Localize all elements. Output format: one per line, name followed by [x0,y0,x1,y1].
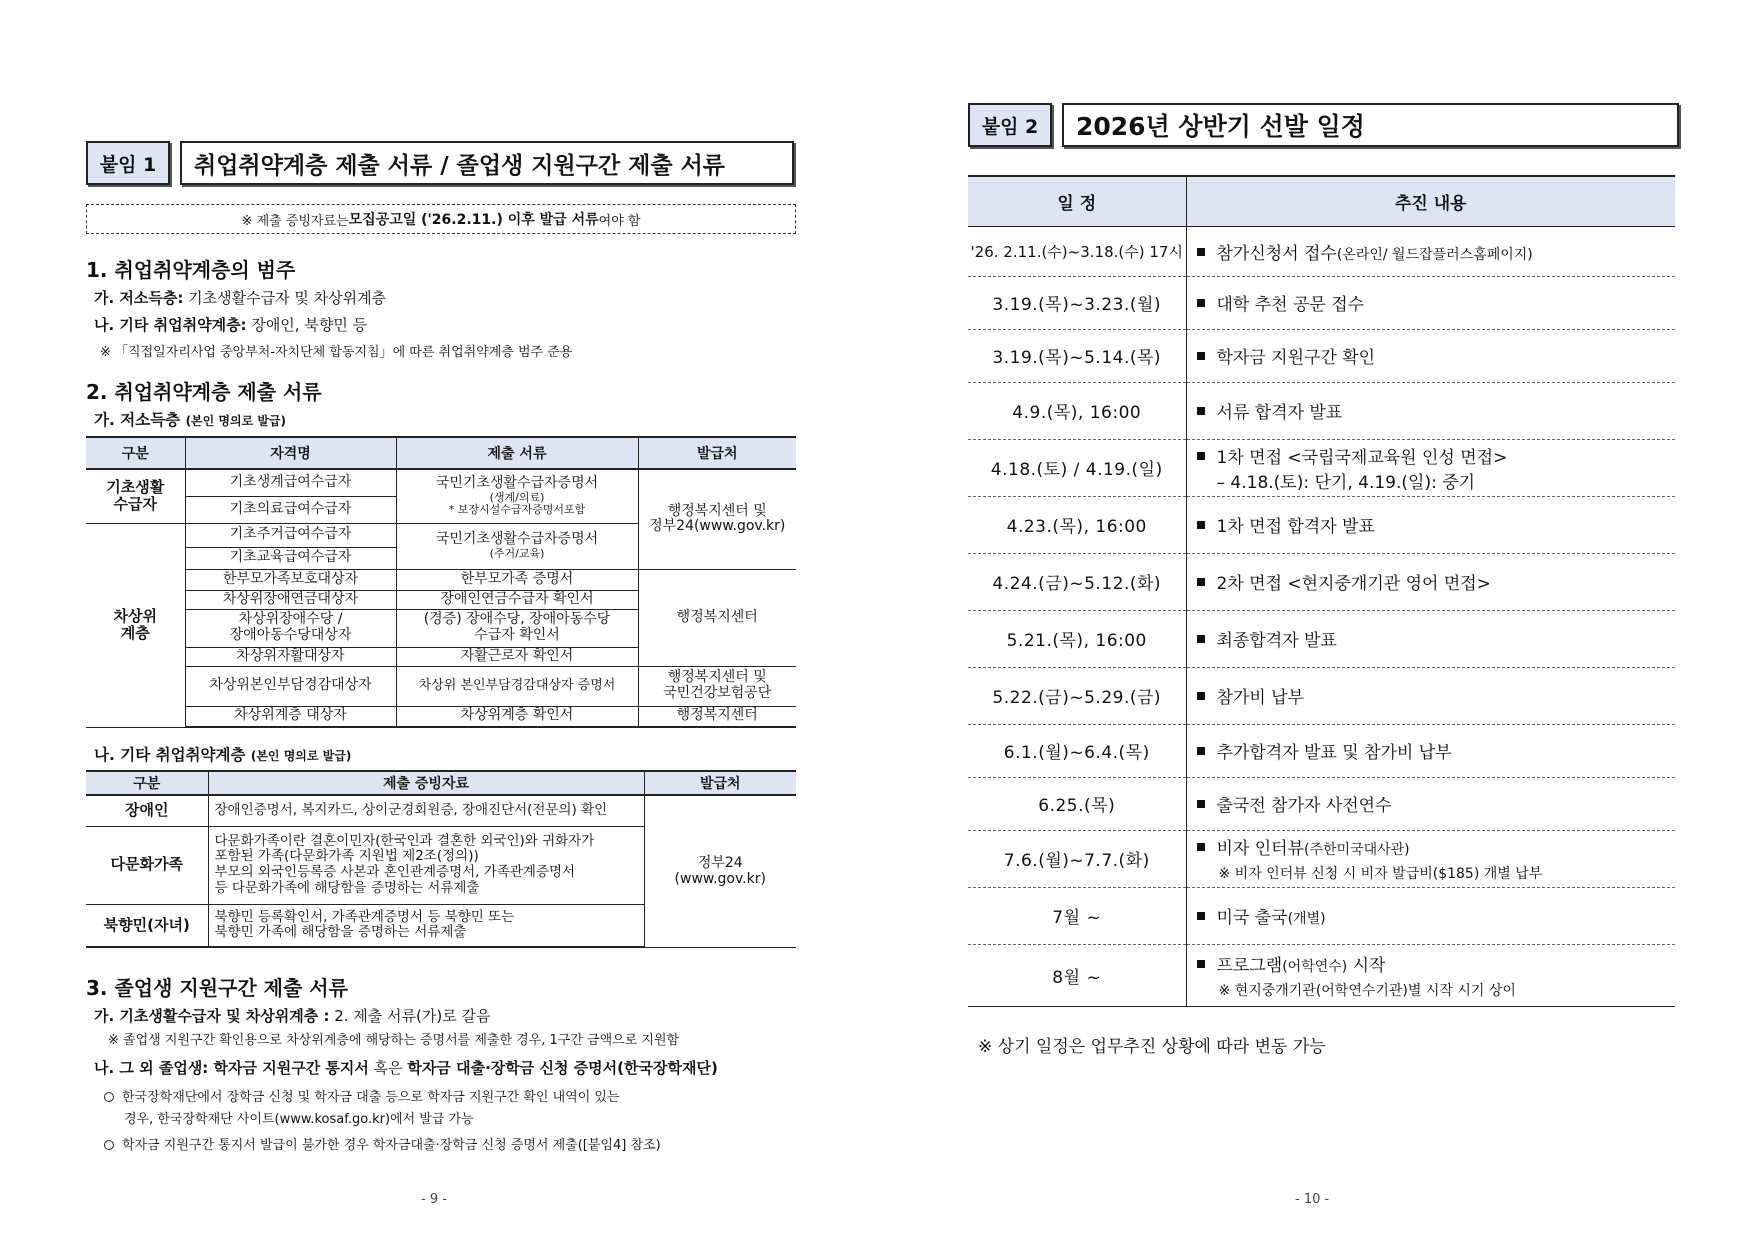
content-small-text: (어학연수) [1282,958,1348,975]
schedule-row [968,887,1675,944]
sec1-note: ※ 「직접일자리사업 중앙부처-자치단체 합동지침」에 따른 취업취약계층 범주 준용 [100,345,573,360]
sec3-bullet-1 [104,1086,620,1105]
square-bullet-icon [1197,248,1205,256]
other-vulnerable-table [86,770,796,948]
sec1-title: 1. 취업취약계층의 범주 [86,258,296,282]
notice-box [86,204,796,234]
schedule-date: 5.22.(금)~5.29.(금) [968,667,1186,724]
schedule-date: 4.24.(금)~5.12.(화) [968,553,1186,610]
content-line [1197,343,1666,368]
col-header: 발급처 [644,771,796,795]
schedule-row [968,496,1675,553]
schedule-row [968,226,1675,276]
content-line [1197,951,1666,976]
content-text: 2차 면접 <현지중개기관 영어 면접> [1216,574,1491,594]
category-cell: 북향민(자녀) [86,904,208,947]
schedule-content [1186,553,1675,610]
schedule-content [1186,667,1675,724]
notice-suffix: 여야 함 [598,213,641,229]
sec1-a-text: 기초생활수급자 및 차상위계층 [183,289,387,307]
content-sub-line: – 4.18.(토): 단기, 4.19.(일): 중기 [1216,472,1476,493]
content-line [1197,626,1666,651]
circle-bullet-icon [104,1140,114,1150]
schedule-date: 6.1.(월)~6.4.(목) [968,724,1186,777]
schedule-content [1186,329,1675,382]
qual-cell: 차상위장애수당 / 장애아동수당대상자 [185,609,396,647]
page-number: - 9 - [421,1192,447,1207]
doc-cell [396,469,638,523]
sec3-a-label: 가. 기초생활수급자 및 차상위계층 : [94,1007,330,1025]
schedule-row [968,382,1675,439]
doc-cell: 장애인연금수급자 확인서 [396,590,638,609]
table-row [86,569,796,590]
qual-cell: 차상위본인부담경감대상자 [185,666,396,706]
schedule-row [968,777,1675,830]
annex1-header [86,141,794,185]
annex1-title: 취업취약계층 제출 서류 / 졸업생 지원구간 제출 서류 [180,141,794,185]
content-line [1197,834,1666,859]
notice-prefix: ※ 제출 증빙자료는 [241,213,349,229]
schedule-row [968,724,1675,777]
table-row [86,469,796,496]
content-line [1197,683,1666,708]
annex2-header [968,103,1679,147]
sec1-item-b [94,314,367,335]
qual-cell: 한부모가족보호대상자 [185,569,396,590]
content-text: 학자금 지원구간 확인 [1216,348,1376,368]
schedule-content [1186,777,1675,830]
content-text: 참가비 납부 [1216,688,1305,708]
schedule-footnote: ※ 상기 일정은 업무추진 상황에 따라 변동 가능 [978,1037,1326,1057]
category-cell: 다문화가족 [86,826,208,904]
square-bullet-icon [1197,912,1205,920]
bullet-text: 한국장학재단에서 장학금 신청 및 학자금 대출 등으로 학자금 지원구간 확인 내역이 있는 [122,1090,620,1105]
qual-cell: 기초의료급여수급자 [185,496,396,523]
schedule-row [968,610,1675,667]
content-line [1197,290,1666,315]
table-header-row [968,176,1675,226]
issuer-cell: 행정복지센터 [638,569,796,666]
square-bullet-icon [1197,747,1205,755]
qual-cell: 기초생계급여수급자 [185,469,396,496]
col-header: 구분 [86,437,185,469]
group-near-poverty: 차상위 계층 [86,523,185,727]
sec3-item-a [94,1005,490,1026]
content-line [1197,738,1666,763]
content-text: 추가합격자 발표 및 참가비 납부 [1216,743,1452,763]
annex2-tag: 붙임 2 [968,103,1052,147]
content-line [1197,443,1666,468]
content-text: 출국전 참가자 사전연수 [1216,796,1392,816]
doc-fine: (생계/의료) [489,490,545,504]
doc-fine: (주거/교육) [489,546,545,560]
schedule-content [1186,944,1675,1006]
sec3-a-note: ※ 졸업생 지원구간 확인용으로 차상위계층에 해당하는 증명서를 제출한 경우, 1구간 금액으로 지원함 [108,1033,680,1048]
sec2-b-sub: (본인 명의로 발급) [250,749,352,763]
sec3-b-label2: 학자금 대출·장학금 신청 증명서(한국장학재단) [407,1059,718,1077]
schedule-content [1186,887,1675,944]
evidence-cell: 다문화가족이란 결혼이민자(한국인과 결혼한 외국인)와 귀화자가 포함된 가족(다문화가족 지원법 제2조(정의)) 부모의 외국인등록증 사본과 혼인관계증명서, 가족관계증명서 등 다문화가족에 해당함을 증명하는 서류제출 [208,826,644,904]
square-bullet-icon [1197,692,1205,700]
schedule-date: 6.25.(목) [968,777,1186,830]
col-header: 제출 증빙자료 [208,771,644,795]
square-bullet-icon [1197,960,1205,968]
sec3-a-text: 2. 제출 서류(가)로 갈음 [329,1007,491,1025]
content-small-text: (온라인/ 월드잡플러스홈페이지) [1336,246,1533,263]
content-line [1197,512,1666,537]
col-header: 발급처 [638,437,796,469]
schedule-date: 4.9.(목), 16:00 [968,382,1186,439]
annex1-tag: 붙임 1 [86,141,170,185]
table-row [86,795,796,826]
square-bullet-icon [1197,800,1205,808]
square-bullet-icon [1197,635,1205,643]
content-text: 서류 합격자 발표 [1216,403,1343,423]
qual-cell: 차상위자활대상자 [185,647,396,666]
content-line [1197,791,1666,816]
schedule-date: 4.23.(목), 16:00 [968,496,1186,553]
qual-cell: 기초주거급여수급자 [185,523,396,547]
doc-name: 국민기초생활수급자증명서 [435,531,599,547]
sec1-b-label: 나. 기타 취업취약계층: [94,316,247,334]
content-text: 프로그램 [1216,955,1283,976]
content-text: 비자 인터뷰 [1216,839,1305,859]
evidence-cell: 장애인증명서, 복지카드, 상이군경회원증, 장애진단서(전문의) 확인 [208,795,644,826]
doc-cell: 차상위 본인부담경감대상자 증명서 [396,666,638,706]
schedule-row [968,329,1675,382]
sec1-item-a [94,287,386,308]
doc-cell: 차상위계층 확인서 [396,706,638,727]
col-header: 자격명 [185,437,396,469]
schedule-table [968,175,1675,1007]
schedule-date: '26. 2.11.(수)~3.18.(수) 17시 [968,226,1186,276]
doc-cell: 자활근로자 확인서 [396,647,638,666]
table-header-row [86,771,796,795]
content-line [1197,398,1666,423]
schedule-content [1186,382,1675,439]
schedule-date: 7.6.(월)~7.7.(화) [968,830,1186,887]
content-line [1197,239,1666,264]
schedule-date: 5.21.(목), 16:00 [968,610,1186,667]
schedule-content [1186,226,1675,276]
content-text: 1차 면접 합격자 발표 [1216,517,1375,537]
sec3-item-b [94,1057,718,1078]
content-line [1197,569,1666,594]
schedule-row [968,276,1675,329]
sec2-b-heading [94,743,351,765]
bullet-text: 학자금 지원구간 통지서 발급이 불가한 경우 학자금대출·장학금 신청 증명서 제출([붙임4] 참조) [122,1138,661,1153]
circle-bullet-icon [104,1092,114,1102]
doc-name: 국민기초생활수급자증명서 [435,475,599,492]
notice-bold: 모집공고일 ('26.2.11.) 이후 발급 서류 [348,212,599,228]
sec3-title: 3. 졸업생 지원구간 제출 서류 [86,976,348,1000]
schedule-date: 4.18.(토) / 4.19.(일) [968,439,1186,496]
square-bullet-icon [1197,521,1205,529]
col-header-schedule: 일 정 [968,176,1186,226]
schedule-row [968,667,1675,724]
schedule-date: 3.19.(목)~3.23.(월) [968,276,1186,329]
content-line [1197,903,1666,928]
page-number: - 10 - [1295,1192,1330,1207]
square-bullet-icon [1197,843,1205,851]
square-bullet-icon [1197,578,1205,586]
sec2-a-heading [94,408,286,430]
sec3-bullet-2 [104,1134,661,1153]
table-row [86,666,796,706]
schedule-row [968,830,1675,887]
content-text: 1차 면접 <국립국제교육원 인성 면접> [1216,447,1508,468]
schedule-content [1186,276,1675,329]
square-bullet-icon [1197,299,1205,307]
schedule-date: 7월 ~ [968,887,1186,944]
schedule-row [968,553,1675,610]
issuer-cell: 행정복지센터 및 정부24(www.gov.kr) [638,469,796,569]
content-text: 참가신청서 접수 [1216,243,1337,264]
content-text: 미국 출국 [1216,908,1288,928]
sec3-bullet-1-cont: 경우, 한국장학재단 사이트(www.kosaf.go.kr)에서 발급 가능 [124,1112,474,1127]
schedule-date: 8월 ~ [968,944,1186,1006]
doc-fine: * 보장시설수급자증명서포함 [448,503,586,517]
content-note: ※ 비자 인터뷰 신청 시 비자 발급비($185) 개별 납부 [1218,866,1543,882]
sec3-b-label1: 나. 그 외 졸업생: 학자금 지원구간 통지서 [94,1059,369,1077]
content-tail-text: 시작 [1347,955,1386,976]
content-text: 대학 추천 공문 접수 [1216,295,1365,315]
square-bullet-icon [1197,407,1205,415]
schedule-content [1186,724,1675,777]
qual-cell: 차상위계층 대상자 [185,706,396,727]
group-basic: 기초생활 수급자 [86,469,185,523]
schedule-content [1186,496,1675,553]
category-cell: 장애인 [86,795,208,826]
content-text: 최종합격자 발표 [1216,631,1337,651]
low-income-table [86,436,796,728]
sec1-b-text: 장애인, 북향민 등 [246,316,368,334]
sec2-title: 2. 취업취약계층 제출 서류 [86,380,322,404]
schedule-content [1186,439,1675,496]
schedule-row [968,944,1675,1006]
sec2-a-label: 가. 저소득층 [94,411,181,429]
sec3-b-mid: 혹은 [368,1059,408,1077]
col-header-content: 추진 내용 [1186,176,1675,226]
qual-cell: 기초교육급여수급자 [185,547,396,569]
doc-cell: (경증) 장애수당, 장애아동수당 수급자 확인서 [396,609,638,647]
issuer-cell: 정부24 (www.gov.kr) [644,795,796,947]
schedule-row [968,439,1675,496]
sec2-a-sub: (본인 명의로 발급) [185,414,287,428]
doc-cell [396,523,638,569]
table-row [86,706,796,727]
square-bullet-icon [1197,352,1205,360]
schedule-content [1186,830,1675,887]
qual-cell: 차상위장애연금대상자 [185,590,396,609]
issuer-cell: 행정복지센터 [638,706,796,727]
content-note: ※ 현지중개기관(어학연수기관)별 시작 시기 상이 [1218,982,1516,999]
doc-cell: 한부모가족 증명서 [396,569,638,590]
sec1-a-label: 가. 저소득층: [94,289,184,307]
col-header: 구분 [86,771,208,795]
schedule-date: 3.19.(목)~5.14.(목) [968,329,1186,382]
evidence-cell: 북향민 등록확인서, 가족관계증명서 등 북향민 또는 북향민 가족에 해당함을 증명하는 서류제출 [208,904,644,947]
annex2-title: 2026년 상반기 선발 일정 [1062,103,1679,147]
sec2-b-label: 나. 기타 취업취약계층 [94,746,246,764]
issuer-cell: 행정복지센터 및 국민건강보험공단 [638,666,796,706]
col-header: 제출 서류 [396,437,638,469]
table-header-row [86,437,796,469]
square-bullet-icon [1197,452,1205,460]
schedule-content [1186,610,1675,667]
content-small-text: (주한미국대사관) [1304,842,1410,858]
content-small-text: (개별) [1287,911,1326,927]
